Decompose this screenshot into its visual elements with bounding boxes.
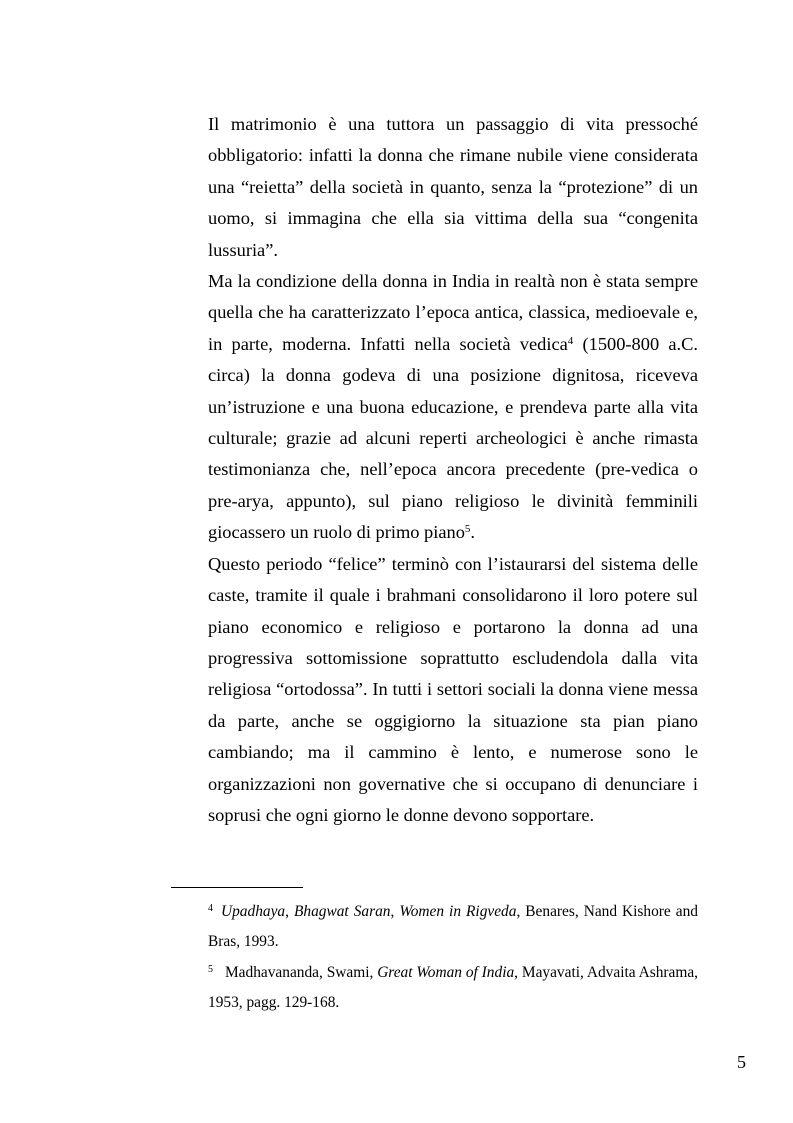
footnote-5: [208, 958, 698, 1018]
paragraph-text-before: Ma la condizione della donna in India in realtà non è stata sempre quella che ha caratterizzato l’epoca antica, classica, medioevale e, in parte, moderna. Infatti nella società vedica: [208, 271, 698, 354]
footnote-author-last: Upadhaya: [221, 903, 286, 920]
paragraph-text: Questo periodo “felice” terminò con l’istaurarsi del sistema delle caste, tramite il quale i brahmani consolidarono il loro potere sul piano economico e religioso e portarono la donna ad una progressiva sottomissione soprattutto escludendola dalla vita religiosa “ortodossa”. In tutti i settori sociali la donna viene messa da parte, anche se oggigiorno la situazione sta pian piano cambiando; ma il cammino è lento, e numerose sono le organizzazioni non governative che si occupano di denunciare i soprusi che ogni giorno le donne devono sopportare.: [208, 553, 698, 825]
page-number: 5: [737, 1052, 746, 1072]
paragraph-vedic-society: [208, 266, 698, 549]
footnote-number: 5: [208, 963, 213, 975]
footnote-publication-info: , Benares, Nand Kishore and Bras, 1993.: [208, 903, 698, 950]
footnote-ref-4[interactable]: 4: [567, 334, 574, 347]
footnote-separator-text: ,: [285, 903, 294, 920]
paragraph-text-after: .: [470, 522, 476, 543]
footnote-publication-info: , Mayavati, Advaita Ashrama, 1953, pagg. 129-168.: [208, 964, 698, 1011]
footnote-number: 4: [208, 902, 213, 914]
footnote-author: Madhavananda, Swami,: [225, 964, 378, 981]
paragraph-marriage: [208, 109, 698, 266]
footnote-4: [208, 897, 698, 957]
footnote-separator: [171, 887, 303, 888]
footnote-ref-5[interactable]: 5: [464, 523, 471, 536]
footnote-author-first: Bhagwat Saran: [293, 903, 391, 920]
main-body-text: [208, 109, 698, 831]
paragraph-text-middle: (1500-800 a.C. circa) la donna godeva di una posizione dignitosa, riceveva un’istruzione e una buona educazione, e prendeva parte alla vita culturale; grazie ad alcuni reperti archeologici è anche rimasta testimonianza che, nell’epoca ancora precedente (pre-vedica o pre-arya, appunto), sul piano religioso le divinità femminili giocassero un ruolo di primo piano: [208, 333, 699, 543]
footnote-book-title: Women in Rigveda: [399, 903, 517, 920]
footnote-separator-text: ,: [390, 903, 400, 920]
footnote-book-title: Great Woman of India: [377, 964, 515, 981]
paragraph-caste-system: [208, 549, 698, 832]
footnotes-section: [208, 897, 698, 1019]
paragraph-text: Il matrimonio è una tuttora un passaggio di vita pressoché obbligatorio: infatti la donna che rimane nubile viene considerata una “reietta” della società in quanto, senza la “protezione” di un uomo, si immagina che ella sia vittima della sua “congenita lussuria”.: [208, 114, 698, 260]
